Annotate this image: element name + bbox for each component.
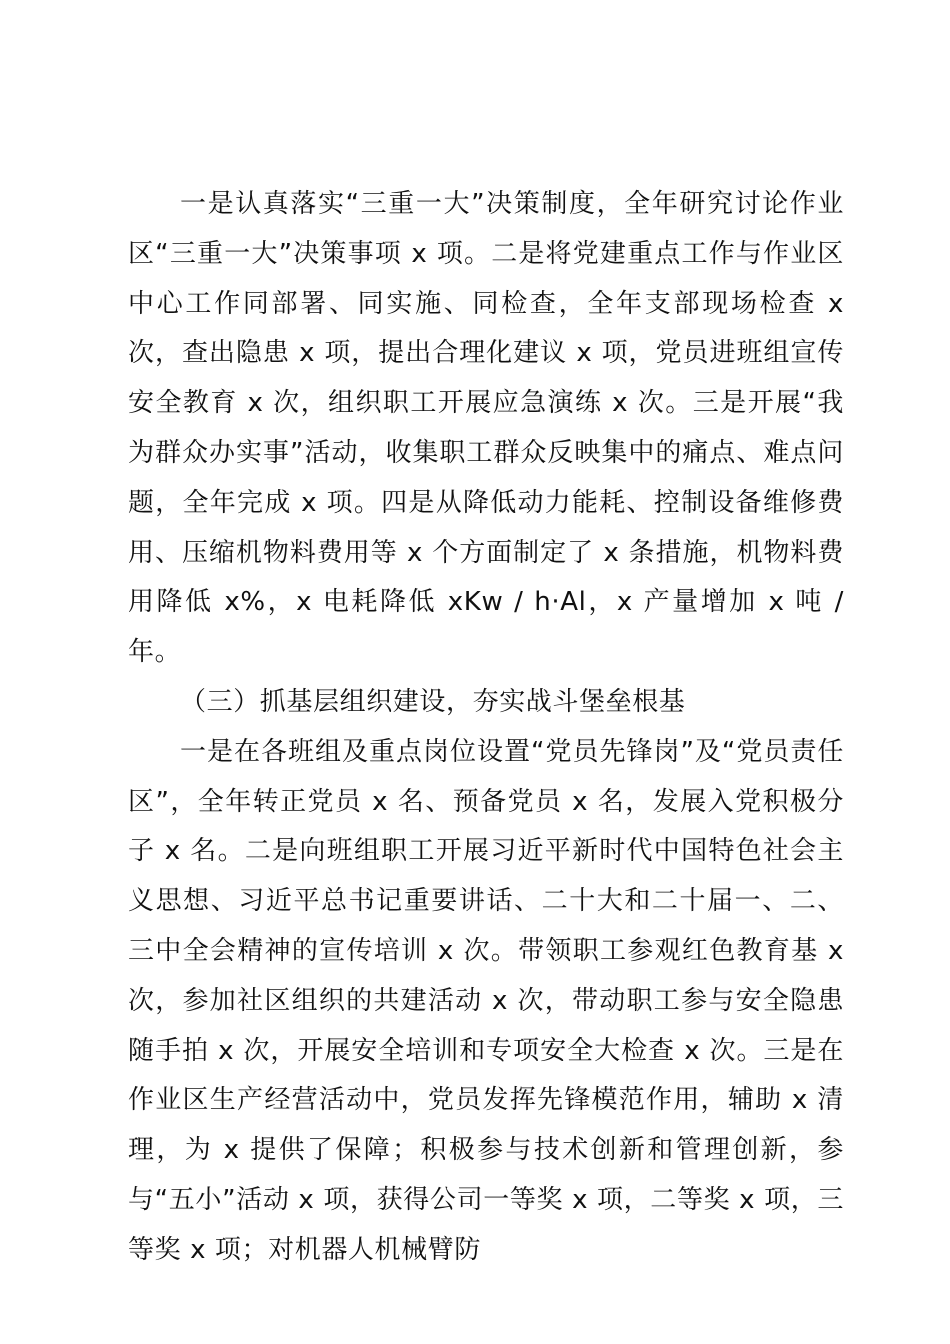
paragraph-work-measures: 一是认真落实“三重一大”决策制度，全年研究讨论作业区“三重一大”决策事项 x 项。二是将党建重点工作与作业区中心工作同部署、同实施、同检查，全年支部现场检查 x 次，查出隐患 x 项，提出合理化建议 x 项，党员进班组宣传安全教育 x 次，组织职工开展应急演练 x 次。三是开展“我为群众办实事”活动，收集职工群众反映集中的痛点、难点问题，全年完成 x 项。四是从降低动力能耗、控制设备维修费用、压缩机物料费用等 x 个方面制定了 x 条措施，机物料费用降低 x%，x 电耗降低 xKw / h·Al，x 产量增加 x 吨 / 年。 bbox=[128, 189, 844, 668]
document-body bbox=[128, 180, 844, 1276]
paragraph-organization-building: 一是在各班组及重点岗位设置“党员先锋岗”及“党员责任区”，全年转正党员 x 名、预备党员 x 名，发展入党积极分子 x 名。二是向班组职工开展习近平新时代中国特色社会主义思想、习近平总书记重要讲话、二十大和二十届一、二、三中全会精神的宣传培训 x 次。带领职工参观红色教育基 x 次，参加社区组织的共建活动 x 次，带动职工参与安全隐患随手拍 x 次，开展安全培训和专项安全大检查 x 次。三是在作业区生产经营活动中，党员发挥先锋模范作用，辅助 x 清理，为 x 提供了保障；积极参与技术创新和管理创新，参与“五小”活动 x 项，获得公司一等奖 x 项，二等奖 x 项，三等奖 x 项；对机器人机械臂防 bbox=[128, 736, 844, 1265]
section-heading: （三）抓基层组织建设，夯实战斗堡垒根基 bbox=[180, 686, 686, 717]
